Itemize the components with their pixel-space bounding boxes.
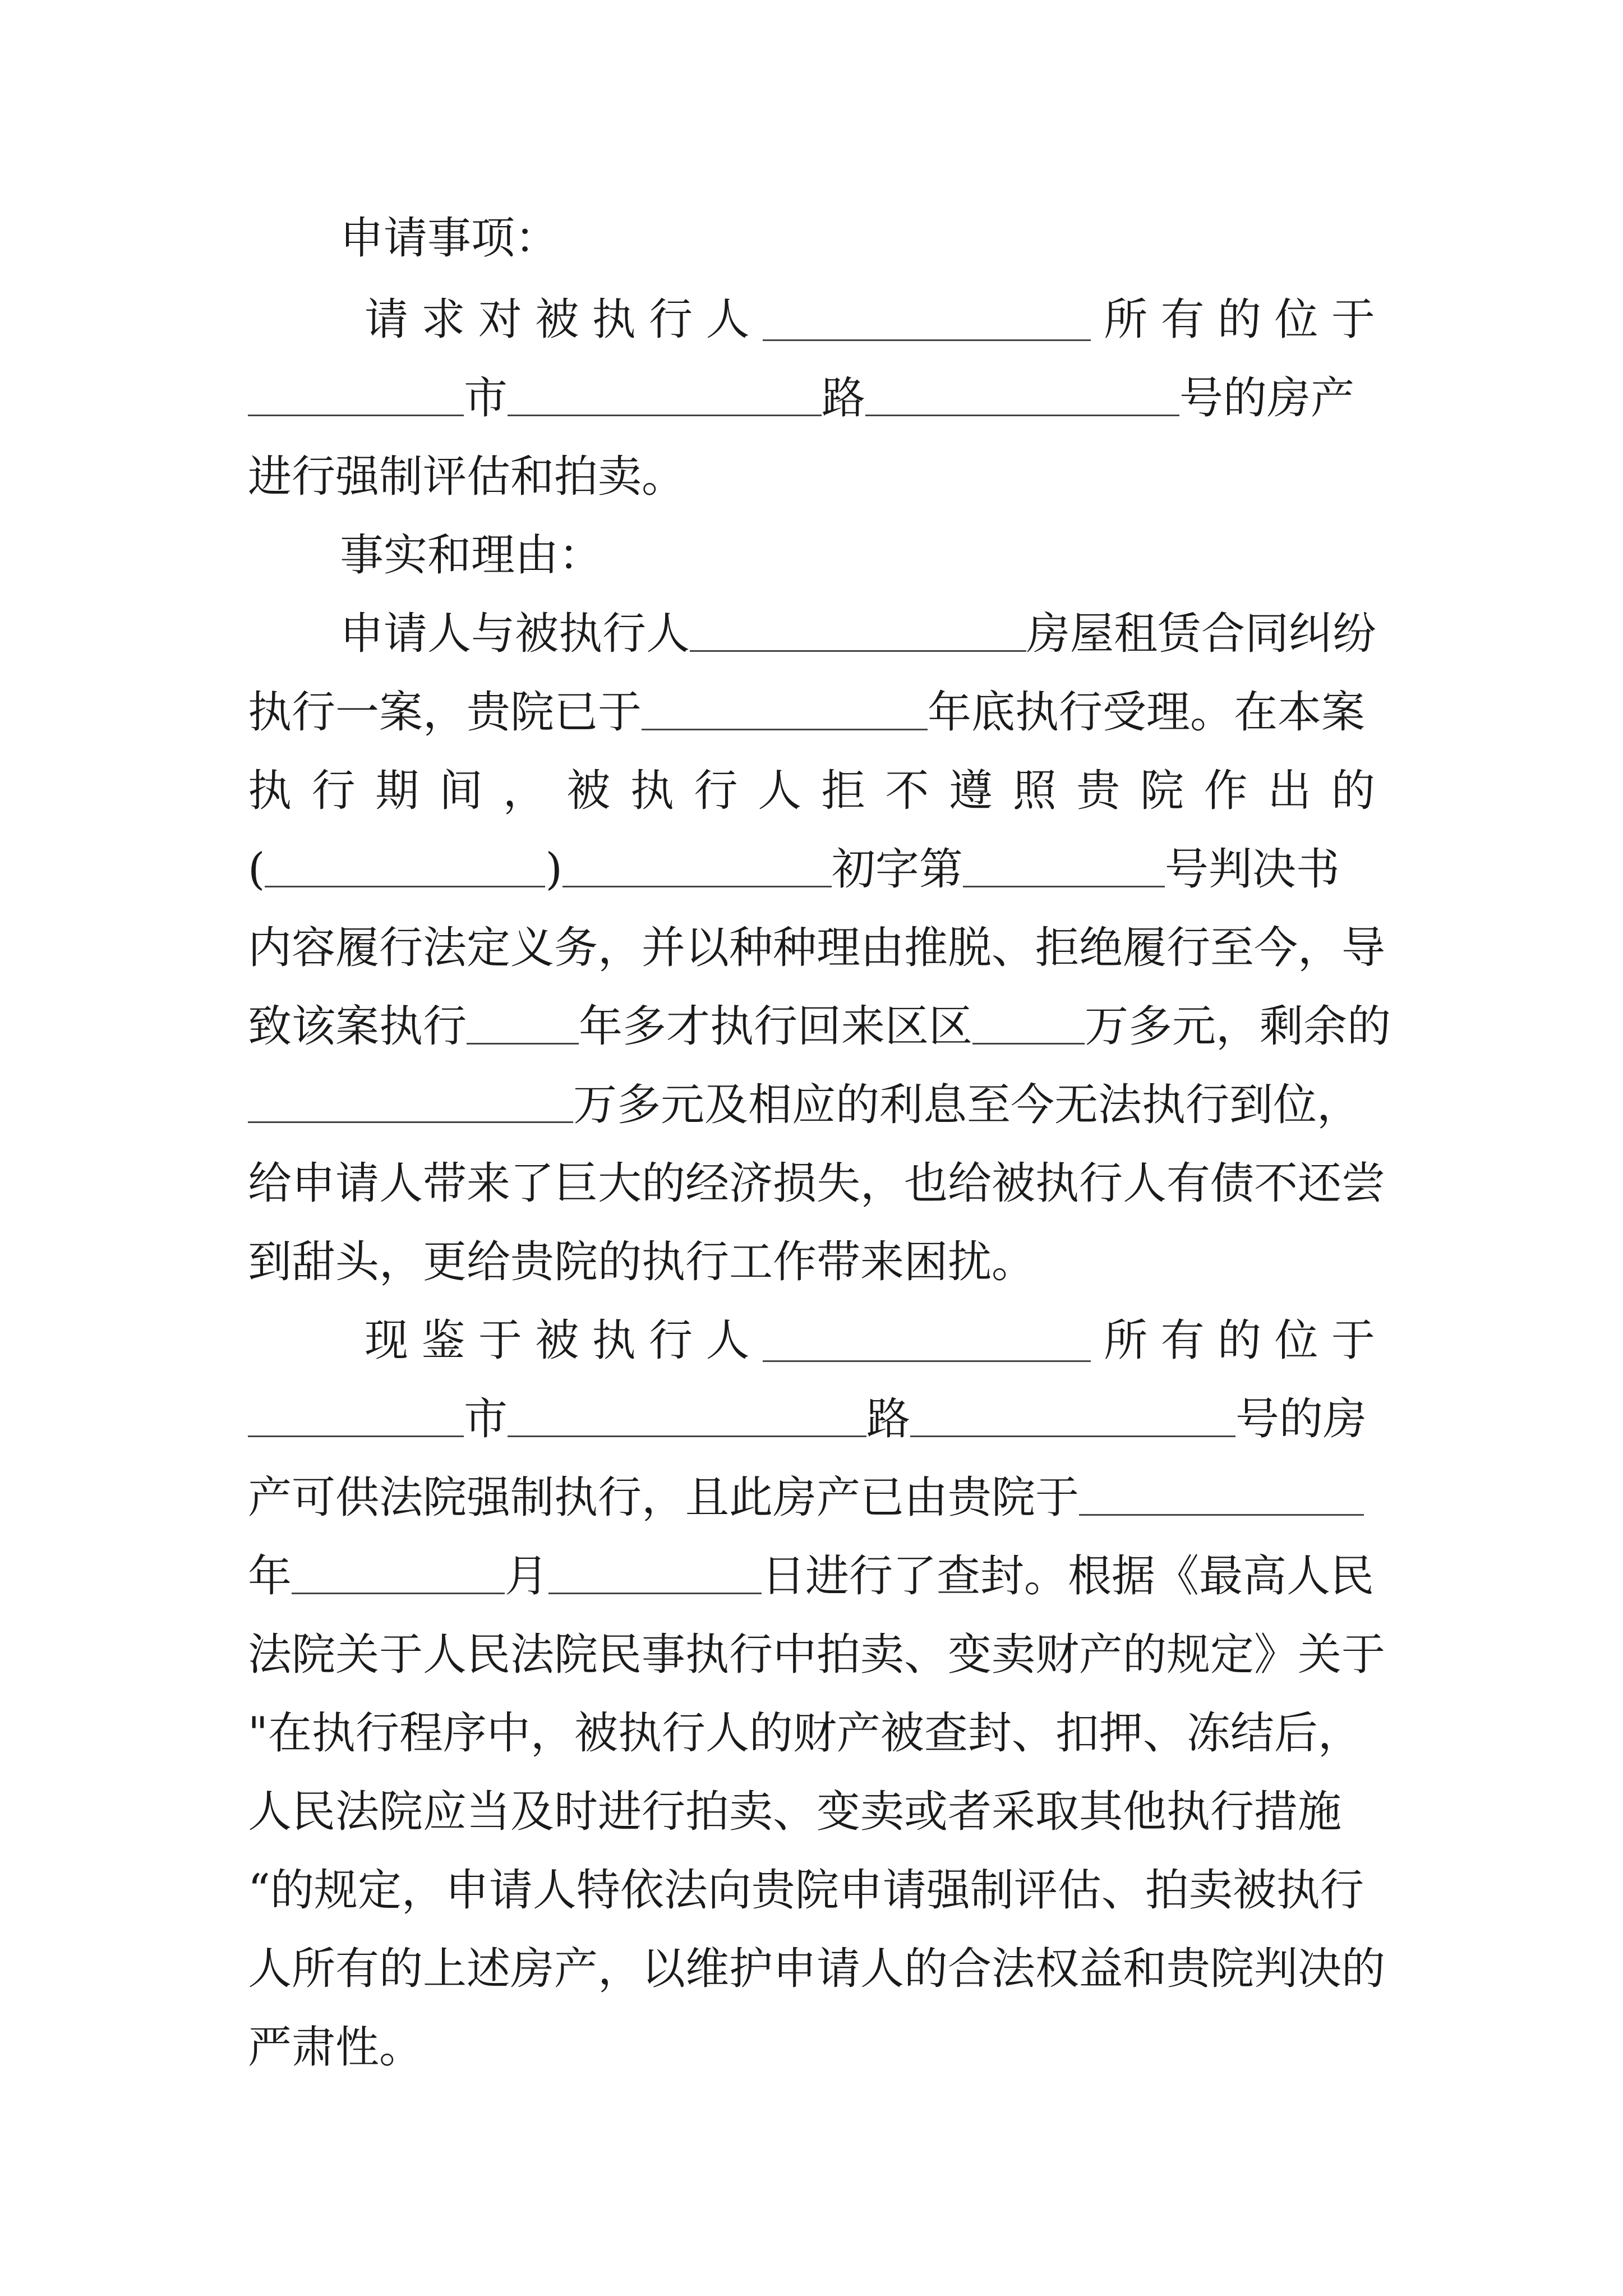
blank-respondent-name-2[interactable] xyxy=(690,610,1026,652)
char: 现 xyxy=(365,1315,409,1366)
char: 所 xyxy=(1104,295,1148,345)
facts-line-9: 到甜头，更给贵院的执行工作带来困扰。 xyxy=(248,1237,1036,1287)
text-segment: 初字第 xyxy=(831,844,963,895)
facts-line-1 xyxy=(340,600,1467,668)
road-label: 路 xyxy=(866,1394,911,1444)
now-line-6: "在执行程序中，被执行人的财产被查封、扣押、冻结后， xyxy=(248,1708,1362,1759)
char: 间 xyxy=(439,766,483,816)
text-segment: 致该案执行 xyxy=(248,1001,467,1052)
char: 执 xyxy=(248,766,292,816)
blank-seal-day[interactable] xyxy=(548,1552,762,1594)
char: 不 xyxy=(885,766,929,816)
char: 的 xyxy=(1331,766,1375,816)
blank-house-number-2[interactable] xyxy=(910,1395,1235,1437)
now-line-1 xyxy=(365,1307,1375,1374)
city-label: 市 xyxy=(464,1394,508,1444)
blank-road[interactable] xyxy=(508,374,822,416)
char: 行 xyxy=(311,766,356,816)
blank-respondent-name[interactable] xyxy=(763,299,1091,341)
blank-court-code[interactable] xyxy=(562,845,832,887)
char: 执 xyxy=(592,295,636,345)
blank-house-number[interactable] xyxy=(865,374,1179,416)
text-segment: 申请人与被执行人 xyxy=(340,609,690,659)
text-segment: 月 xyxy=(505,1551,549,1602)
char: 于 xyxy=(1331,1315,1375,1366)
now-line-2 xyxy=(248,1386,1375,1453)
char: 位 xyxy=(1274,1315,1318,1366)
char: 行 xyxy=(649,1315,693,1366)
section-heading-items: 申请事项： xyxy=(340,213,559,264)
char: 作 xyxy=(1204,766,1248,816)
now-line-7: 人民法院应当及时进行拍卖、变卖或者采取其他执行措施 xyxy=(248,1787,1342,1837)
char: 期 xyxy=(375,766,419,816)
now-line-4 xyxy=(248,1543,1375,1610)
text-segment: 万多元，剩余的 xyxy=(1085,1001,1391,1052)
text-segment: 年底执行受理。在本案 xyxy=(928,687,1366,738)
blank-remaining-amount[interactable] xyxy=(248,1081,573,1123)
char: 出 xyxy=(1267,766,1312,816)
char: ， xyxy=(502,766,547,816)
city-label: 市 xyxy=(464,373,508,424)
blank-accept-year[interactable] xyxy=(642,688,928,730)
blank-recovered-amount[interactable] xyxy=(972,1002,1085,1045)
request-line-3: 进行强制评估和拍卖。 xyxy=(248,452,686,502)
blank-years[interactable] xyxy=(467,1002,579,1045)
road-label: 路 xyxy=(822,373,866,424)
blank-city[interactable] xyxy=(248,374,464,416)
now-line-8: “的规定，申请人特依法向贵院申请强制评估、拍卖被执行 xyxy=(248,1865,1364,1916)
char: 执 xyxy=(630,766,674,816)
text-segment: 执行一案，贵院已于 xyxy=(248,687,642,738)
char: 有 xyxy=(1160,295,1205,345)
text-segment: 日进行了查封。根据《最高人民 xyxy=(762,1551,1375,1602)
facts-line-6 xyxy=(248,993,1391,1060)
char: 的 xyxy=(1218,295,1262,345)
char: 请 xyxy=(365,295,409,345)
blank-road-2[interactable] xyxy=(508,1395,866,1437)
char: 位 xyxy=(1274,295,1318,345)
facts-line-7 xyxy=(248,1071,1375,1139)
text-segment: 年多才执行回来区区 xyxy=(579,1001,973,1052)
char: 被 xyxy=(535,295,579,345)
text-segment: 产可供法院强制执行，且此房产已由贵院于 xyxy=(248,1473,1080,1523)
text-segment: 号判决书 xyxy=(1164,844,1340,895)
facts-line-4 xyxy=(248,836,1375,903)
text-segment: 万多元及相应的利息至今无法执行到位， xyxy=(573,1080,1361,1130)
now-line-10: 严肃性。 xyxy=(248,2022,423,2073)
char: 于 xyxy=(478,1315,522,1366)
facts-line-3 xyxy=(248,757,1375,825)
char: 被 xyxy=(566,766,611,816)
char: 拒 xyxy=(821,766,865,816)
char: 人 xyxy=(706,1315,750,1366)
char: 对 xyxy=(478,295,522,345)
house-label: 号的房 xyxy=(1235,1394,1367,1444)
now-line-5: 法院关于人民法院民事执行中拍卖、变卖财产的规定》关于 xyxy=(248,1630,1386,1680)
now-line-9: 人所有的上述房产，以维护申请人的合法权益和贵院判决的 xyxy=(248,1944,1386,1994)
char: 人 xyxy=(706,295,750,345)
section-heading-facts: 事实和理由： xyxy=(340,530,603,581)
text-segment: 年 xyxy=(248,1551,292,1602)
facts-line-2 xyxy=(248,679,1375,746)
blank-respondent-name-3[interactable] xyxy=(763,1320,1091,1362)
text-segment: ) xyxy=(545,844,562,895)
house-label: 号的房产 xyxy=(1179,373,1355,424)
char: 院 xyxy=(1140,766,1184,816)
now-line-3 xyxy=(248,1464,1375,1531)
facts-line-8: 给申请人带来了巨大的经济损失，也给被执行人有债不还尝 xyxy=(248,1158,1386,1209)
text-segment: 房屋租赁合同纠纷 xyxy=(1026,609,1377,659)
char: 于 xyxy=(1331,295,1375,345)
blank-city-2[interactable] xyxy=(248,1395,464,1437)
char: 所 xyxy=(1104,1315,1148,1366)
blank-seal-month[interactable] xyxy=(292,1552,505,1594)
text-segment: ( xyxy=(248,844,265,895)
char: 人 xyxy=(758,766,802,816)
request-line-1 xyxy=(365,286,1375,353)
char: 遵 xyxy=(949,766,993,816)
char: 有 xyxy=(1160,1315,1205,1366)
blank-case-number[interactable] xyxy=(963,845,1165,887)
char: 行 xyxy=(649,295,693,345)
char: 照 xyxy=(1012,766,1057,816)
char: 执 xyxy=(592,1315,636,1366)
char: 被 xyxy=(535,1315,579,1366)
char: 鉴 xyxy=(421,1315,465,1366)
char: 求 xyxy=(421,295,465,345)
blank-seal-year[interactable] xyxy=(1079,1474,1364,1516)
char: 贵 xyxy=(1076,766,1121,816)
request-line-2 xyxy=(248,365,1375,432)
char: 行 xyxy=(694,766,738,816)
blank-case-year[interactable] xyxy=(265,845,545,887)
char: 的 xyxy=(1218,1315,1262,1366)
facts-line-5: 内容履行法定义务，并以种种理由推脱、拒绝履行至今，导 xyxy=(248,923,1386,973)
